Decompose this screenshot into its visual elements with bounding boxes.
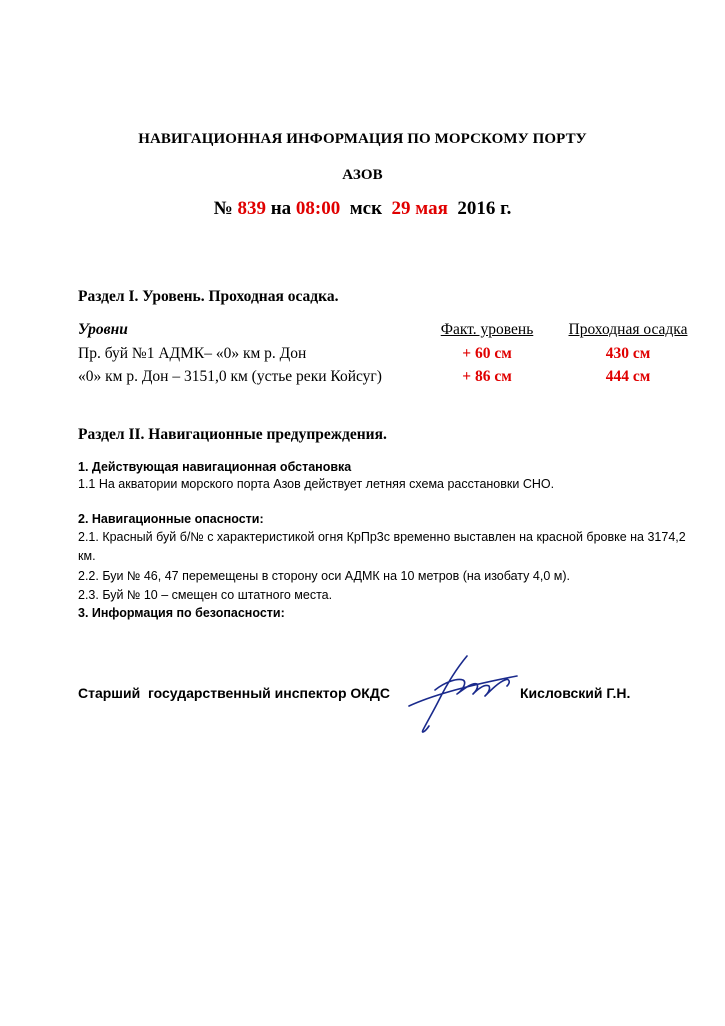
- list-item: 2.2. Буи № 46, 47 перемещены в сторону оси АДМК на 10 метров (на изобату 4,0 м).: [78, 569, 570, 583]
- issue-number: 839: [237, 198, 266, 219]
- handwritten-signature: [405, 650, 525, 740]
- subsection3-title: 3. Информация по безопасности:: [78, 606, 285, 620]
- issue-time: 08:00: [295, 198, 341, 219]
- list-item: 2.3. Буй № 10 – смещен со штатного места.: [78, 588, 333, 602]
- row-fact-level: + 60 см: [462, 345, 512, 362]
- header-levels: Уровни: [78, 321, 128, 338]
- header-fact-level: Факт. уровень: [440, 321, 534, 338]
- row-place: «0» км р. Дон – 3151,0 км (устье реки Койсуг): [78, 368, 382, 385]
- subsection1-title: 1. Действующая навигационная обстановка: [78, 460, 352, 474]
- list-item: 1.1 На акватории морского порта Азов действует летняя схема расстановки СНО.: [78, 477, 555, 491]
- row-place: Пр. буй №1 АДМК– «0» км р. Дон: [78, 345, 307, 362]
- section1-title: Раздел I. Уровень. Проходная осадка.: [78, 288, 339, 305]
- issue-prefix: №: [213, 198, 238, 219]
- row-fact-level: + 86 см: [462, 368, 512, 385]
- issue-date: 29 мая: [391, 198, 448, 219]
- table-row: [0, 368, 725, 388]
- table-row: [0, 345, 725, 365]
- row-draft: 430 см: [605, 345, 651, 362]
- document-title: НАВИГАЦИОННАЯ ИНФОРМАЦИЯ ПО МОРСКОМУ ПОРТУ: [138, 131, 587, 147]
- header-draft: Проходная осадка: [568, 321, 688, 338]
- levels-table-header: [0, 321, 725, 341]
- subsection2-title: 2. Навигационные опасности:: [78, 512, 264, 526]
- signer-position: Старший государственный инспектор ОКДС: [78, 685, 390, 701]
- port-name: АЗОВ: [342, 167, 383, 183]
- row-draft: 444 см: [605, 368, 651, 385]
- list-item: 2.1. Красный буй б/№ с характеристикой огня КрПр3с временно выставлен на красной бровке на 3174,2 км.: [78, 530, 686, 563]
- section2-title: Раздел II. Навигационные предупреждения.: [78, 426, 387, 443]
- issue-on: на: [265, 198, 296, 219]
- issue-year: 2016 г.: [447, 198, 512, 219]
- issue-tz: мск: [340, 198, 392, 219]
- signer-name: Кисловский Г.Н.: [520, 685, 631, 701]
- issue-line: [0, 198, 725, 220]
